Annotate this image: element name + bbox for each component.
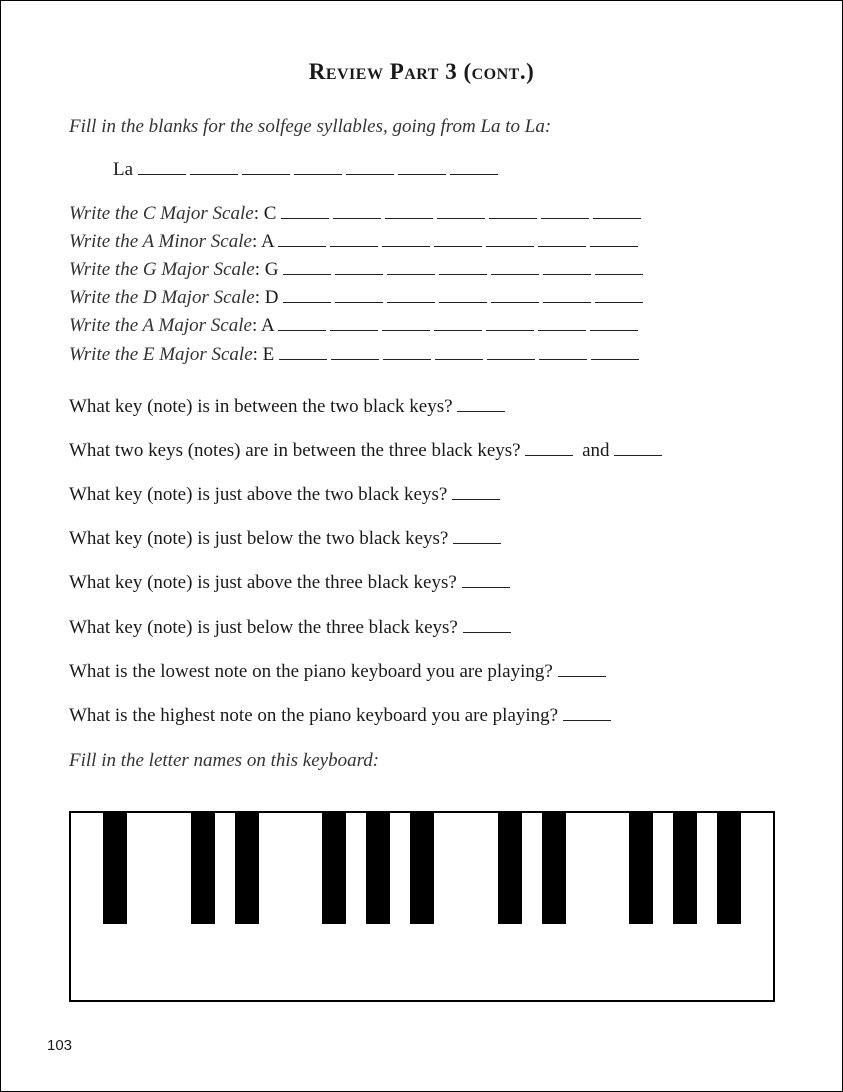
- question-text: What key (note) is in between the two black keys?: [69, 396, 453, 417]
- scale-blank[interactable]: [283, 301, 331, 303]
- question: [69, 617, 515, 639]
- scale-start-note: D: [264, 287, 279, 308]
- scale-start-note: E: [262, 344, 275, 365]
- scale-blank[interactable]: [387, 301, 435, 303]
- solfege-instruction: Fill in the blanks for the solfege syllables, going from La to La:: [69, 116, 552, 137]
- scale-blank[interactable]: [541, 217, 589, 219]
- question: [69, 484, 504, 506]
- black-key[interactable]: [629, 813, 653, 924]
- scale-start-note: A: [260, 315, 274, 336]
- question: [69, 661, 610, 683]
- answer-blank[interactable]: [614, 454, 662, 456]
- scale-blank[interactable]: [439, 301, 487, 303]
- question-text: What is the highest note on the piano keyboard you are playing?: [69, 705, 559, 726]
- scale-prompt: Write the D Major Scale: [69, 287, 255, 308]
- scale-blank[interactable]: [383, 358, 431, 360]
- scale-blank[interactable]: [543, 273, 591, 275]
- scale-row: Write the G Major Scale: G: [69, 259, 647, 281]
- scale-blank[interactable]: [539, 358, 587, 360]
- scale-blank[interactable]: [330, 245, 378, 247]
- scale-blank[interactable]: [543, 301, 591, 303]
- answer-blank[interactable]: [457, 410, 505, 412]
- scale-blank[interactable]: [487, 358, 535, 360]
- question-text: What key (note) is just above the three black keys?: [69, 572, 457, 593]
- black-key[interactable]: [322, 813, 346, 924]
- scale-row: Write the E Major Scale: E: [69, 344, 643, 366]
- question: [69, 396, 509, 418]
- scale-row: Write the C Major Scale: C: [69, 203, 645, 225]
- scale-prompt: Write the G Major Scale: [69, 259, 255, 280]
- black-key[interactable]: [366, 813, 390, 924]
- scale-blank[interactable]: [335, 301, 383, 303]
- answer-blank[interactable]: [463, 631, 511, 633]
- scale-prompt: Write the A Minor Scale: [69, 231, 252, 252]
- scale-start-note: C: [263, 203, 277, 224]
- scale-blank[interactable]: [333, 217, 381, 219]
- scale-blank[interactable]: [382, 329, 430, 331]
- scale-blank[interactable]: [538, 245, 586, 247]
- keyboard-instruction: Fill in the letter names on this keyboard:: [69, 750, 380, 771]
- scale-start-note: G: [264, 259, 279, 280]
- scale-blank[interactable]: [281, 217, 329, 219]
- question: [69, 572, 514, 594]
- solfege-blank[interactable]: [242, 173, 290, 175]
- scale-blank[interactable]: [283, 273, 331, 275]
- solfege-blank[interactable]: [190, 173, 238, 175]
- scale-blank[interactable]: [538, 329, 586, 331]
- scale-row: Write the A Minor Scale: A: [69, 231, 642, 253]
- black-key[interactable]: [235, 813, 259, 924]
- scale-blank[interactable]: [278, 245, 326, 247]
- scale-blank[interactable]: [486, 329, 534, 331]
- scale-blank[interactable]: [387, 273, 435, 275]
- scale-blank[interactable]: [590, 329, 638, 331]
- scale-blank[interactable]: [486, 245, 534, 247]
- scale-blank[interactable]: [434, 329, 482, 331]
- scale-blank[interactable]: [437, 217, 485, 219]
- black-key[interactable]: [498, 813, 522, 924]
- page-number: 103: [47, 1037, 73, 1054]
- scale-start-note: A: [260, 231, 274, 252]
- scale-blank[interactable]: [382, 245, 430, 247]
- black-key[interactable]: [717, 813, 741, 924]
- scale-blank[interactable]: [435, 358, 483, 360]
- black-key[interactable]: [191, 813, 215, 924]
- scale-blank[interactable]: [278, 329, 326, 331]
- answer-blank[interactable]: [525, 454, 573, 456]
- solfege-start: La: [113, 159, 134, 180]
- scale-blank[interactable]: [279, 358, 327, 360]
- scale-prompt: Write the E Major Scale: [69, 344, 253, 365]
- solfege-blank[interactable]: [450, 173, 498, 175]
- scale-blank[interactable]: [434, 245, 482, 247]
- answer-blank[interactable]: [563, 719, 611, 721]
- question: [69, 440, 666, 462]
- scale-blank[interactable]: [595, 301, 643, 303]
- scale-blank[interactable]: [335, 273, 383, 275]
- scale-prompt: Write the A Major Scale: [69, 315, 252, 336]
- piano-keyboard: [69, 811, 775, 1002]
- black-key[interactable]: [673, 813, 697, 924]
- scale-blank[interactable]: [489, 217, 537, 219]
- scale-row: Write the A Major Scale: A: [69, 315, 642, 337]
- scale-blank[interactable]: [491, 301, 539, 303]
- scale-blank[interactable]: [331, 358, 379, 360]
- black-key[interactable]: [103, 813, 127, 924]
- scale-blank[interactable]: [595, 273, 643, 275]
- question-text: What key (note) is just below the two black keys?: [69, 528, 449, 549]
- scale-blank[interactable]: [593, 217, 641, 219]
- solfege-blank[interactable]: [398, 173, 446, 175]
- question: [69, 705, 615, 727]
- scale-prompt: Write the C Major Scale: [69, 203, 254, 224]
- scale-blank[interactable]: [330, 329, 378, 331]
- answer-blank[interactable]: [452, 498, 500, 500]
- solfege-blank[interactable]: [294, 173, 342, 175]
- answer-blank[interactable]: [462, 586, 510, 588]
- answer-blank[interactable]: [453, 542, 501, 544]
- question-text: What key (note) is just above the two black keys?: [69, 484, 448, 505]
- solfege-row: [113, 159, 502, 181]
- and-word: and: [582, 440, 610, 461]
- black-key[interactable]: [542, 813, 566, 924]
- question: [69, 528, 505, 550]
- black-key[interactable]: [410, 813, 434, 924]
- question-text: What two keys (notes) are in between the three black keys?: [69, 440, 521, 461]
- question-text: What key (note) is just below the three black keys?: [69, 617, 458, 638]
- question-text: What is the lowest note on the piano keyboard you are playing?: [69, 661, 553, 682]
- scale-blank[interactable]: [590, 245, 638, 247]
- scale-blank[interactable]: [491, 273, 539, 275]
- solfege-blank[interactable]: [138, 173, 186, 175]
- answer-blank[interactable]: [558, 675, 606, 677]
- scale-row: Write the D Major Scale: D: [69, 287, 647, 309]
- solfege-blank[interactable]: [346, 173, 394, 175]
- scale-blank[interactable]: [385, 217, 433, 219]
- scale-blank[interactable]: [591, 358, 639, 360]
- page-title: Review Part 3 (cont.): [308, 59, 535, 84]
- scale-blank[interactable]: [439, 273, 487, 275]
